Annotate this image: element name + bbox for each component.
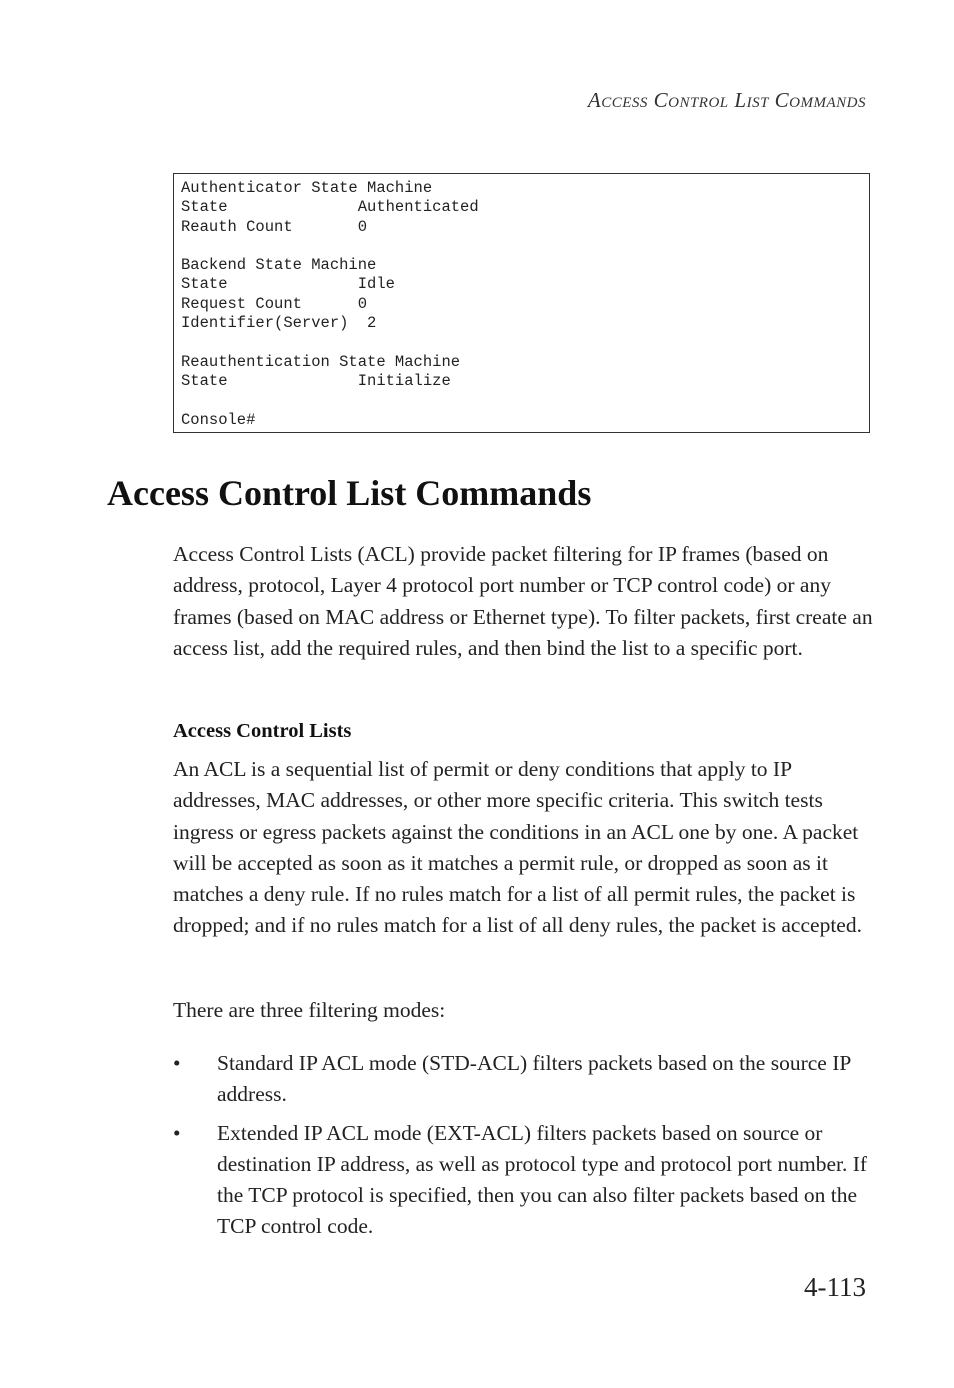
list-item (173, 1048, 873, 1110)
list-item-text: Standard IP ACL mode (STD-ACL) filters packets based on the source IP address. (217, 1051, 851, 1106)
code-line: Console# (181, 410, 256, 429)
intro-paragraph: Access Control Lists (ACL) provide packet filtering for IP frames (based on address, protocol, Layer 4 protocol port number or TCP control code) or any frames (based on MAC address or Ethernet type). To filter packets, first create an access list, add the required rules, and then bind the list to a specific port. (173, 542, 873, 660)
list-item (173, 1118, 873, 1242)
code-line: Backend State Machine (181, 256, 377, 275)
running-header: Access Control List Commands (587, 88, 866, 112)
code-line: Authenticator State Machine (181, 179, 433, 197)
page-number: 4-113 (804, 1272, 866, 1302)
subsection-title: Access Control Lists (173, 720, 352, 742)
filtering-modes-list (173, 1048, 873, 1242)
code-line: Identifier(Server) 2 (181, 314, 377, 333)
code-line: State Idle (181, 275, 395, 294)
bullet-icon: • (173, 1051, 181, 1075)
filtering-modes-intro: There are three filtering modes: (173, 998, 446, 1022)
bullet-icon: • (173, 1121, 181, 1145)
list-item-text: Extended IP ACL mode (EXT-ACL) filters packets based on source or destination IP address, as well as protocol type and protocol port number. If the TCP protocol is specified, then you can also filter packets based on the TCP control code. (217, 1121, 868, 1238)
code-line: State Initialize (181, 371, 451, 390)
code-line: State Authenticated (181, 198, 479, 217)
section-title: Access Control List Commands (107, 473, 592, 513)
acl-description-paragraph: An ACL is a sequential list of permit or deny conditions that apply to IP addresses, MAC addresses, or other more specific criteria. This switch tests ingress or egress packets against the conditions in an ACL one by one. A packet will be accepted as soon as it matches a permit rule, or dropped as soon as it matches a deny rule. If no rules match for a list of all permit rules, the packet is dropped; and if no rules match for a list of all deny rules, the packet is accepted. (173, 757, 862, 938)
code-line: Reauthentication State Machine (181, 352, 461, 371)
code-line: Request Count 0 (181, 294, 368, 313)
code-line: Reauth Count 0 (181, 217, 368, 236)
console-output-block (173, 173, 870, 433)
